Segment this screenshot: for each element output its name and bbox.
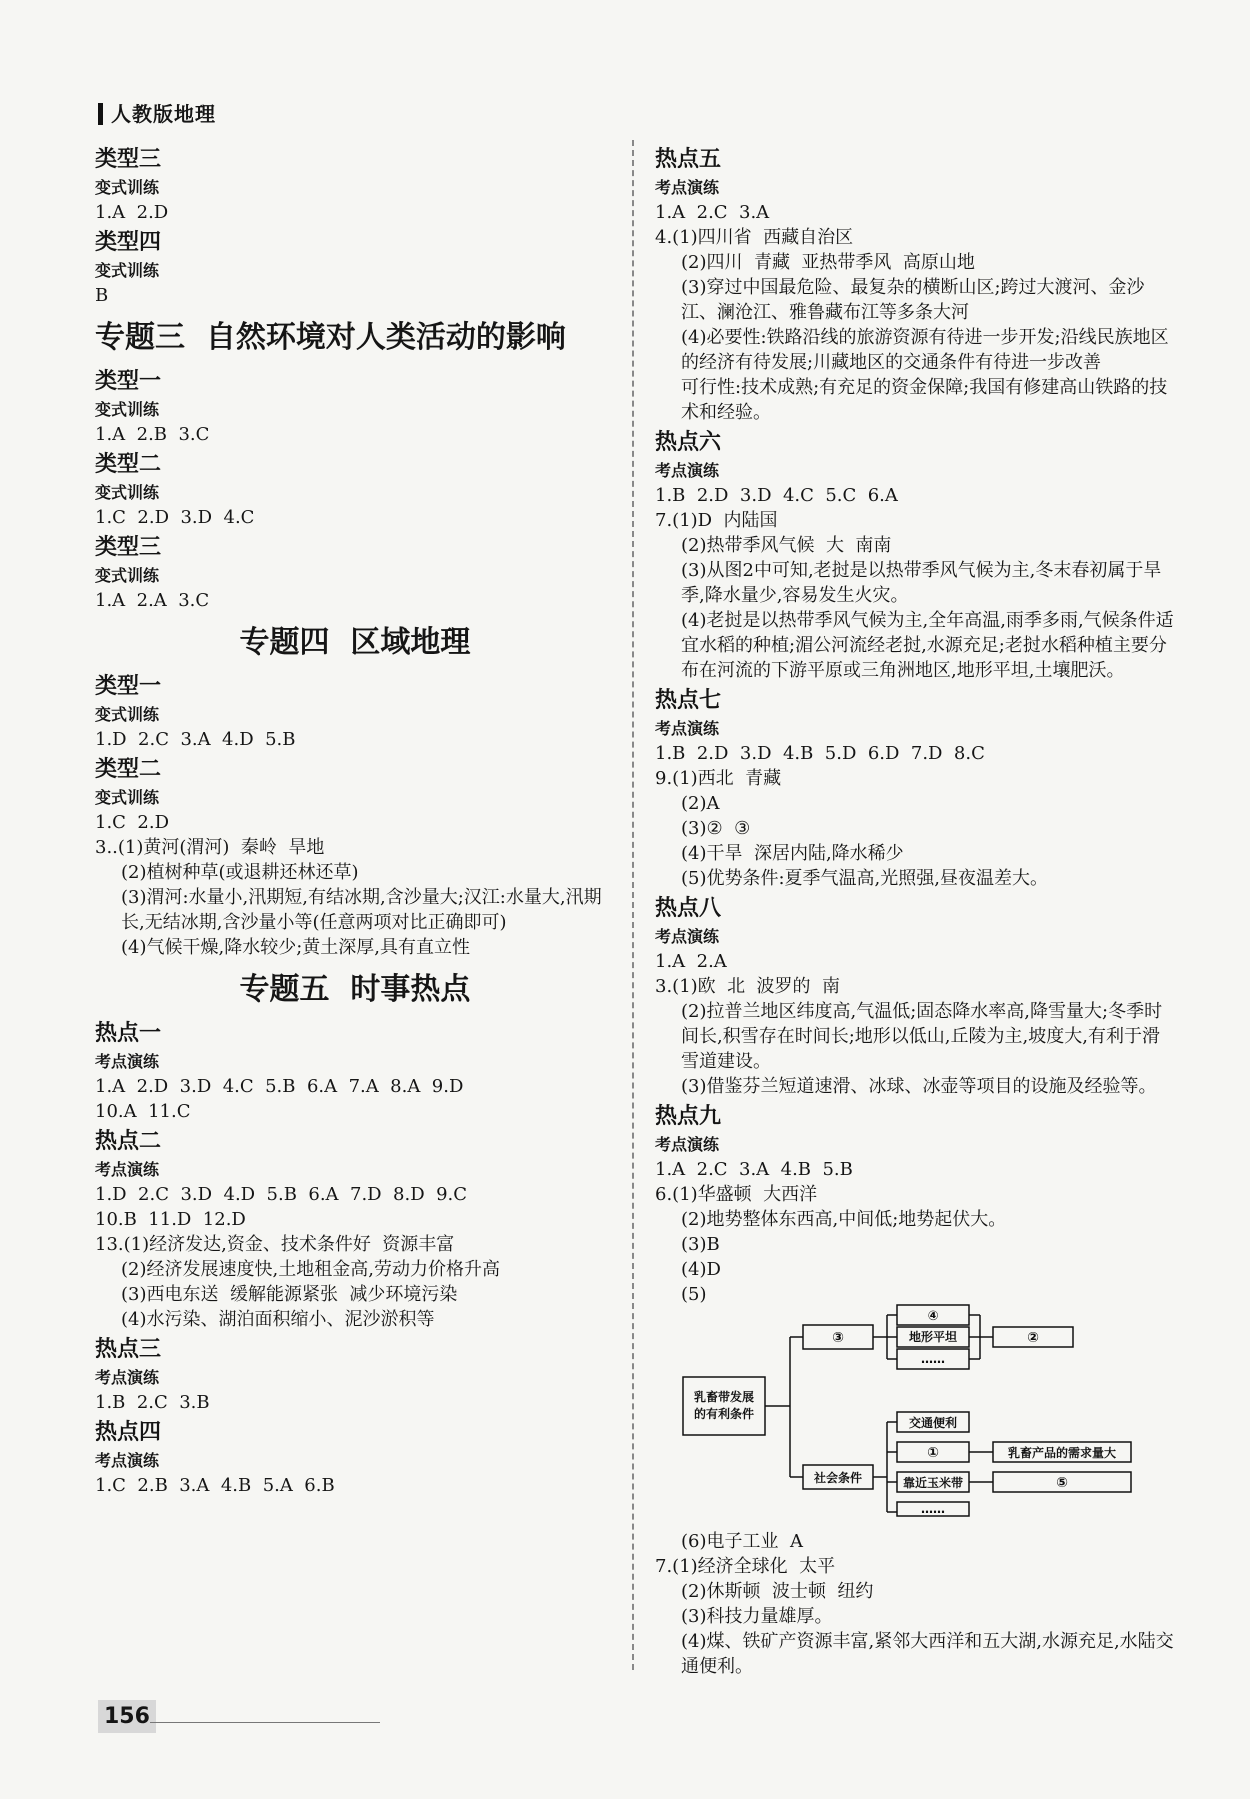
answer-line: 1.A 2.D (95, 202, 169, 223)
subsection-label: 变式训练 (95, 261, 160, 280)
answer-line: B (95, 285, 109, 306)
subsection-label: 考点演练 (655, 461, 720, 480)
subsection-label: 考点演练 (655, 178, 720, 197)
answer-line-indented: (2)休斯顿 波士顿 纽约 (681, 1581, 874, 1602)
answer-line: 1.D 2.C 3.A 4.D 5.B (95, 729, 296, 750)
answer-line-indented: (2)经济发展速度快,土地租金高,劳动力价格升高 (121, 1259, 500, 1280)
answer-line: 1.B 2.D 3.D 4.B 5.D 6.D 7.D 8.C (655, 743, 985, 764)
answer-line: 13.(1)经济发达,资金、技术条件好 资源丰富 (95, 1234, 455, 1255)
answer-line: 1.C 2.D 3.D 4.C (95, 507, 255, 528)
answer-line-indented: (3)西电东送 缓解能源紧张 减少环境污染 (121, 1284, 458, 1305)
subsection-label: 变式训练 (95, 566, 160, 585)
answer-line: 1.C 2.D (95, 812, 169, 833)
answer-line: 1.A 2.B 3.C (95, 424, 210, 445)
topic-heading: 专题三 自然环境对人类活动的影响 (95, 320, 566, 355)
subsection-label: 考点演练 (95, 1368, 160, 1387)
section-type-heading: 类型一 (95, 369, 162, 394)
hotspot-heading: 热点六 (655, 430, 722, 455)
answer-line-indented: (4)老挝是以热带季风气候为主,全年高温,雨季多雨,气候条件适宜水稻的种植;湄公河流经老挝,水源充足;老挝水稻种植主要分布在河流的下游平原或三角洲地区,地形平坦,土壤肥沃。 (681, 610, 1174, 681)
answer-line-indented: (2)热带季风气候 大 南南 (681, 535, 892, 556)
answer-line-indented: (6)电子工业 A (681, 1531, 803, 1552)
header-bar (98, 103, 103, 125)
hotspot-heading: 热点七 (655, 688, 722, 713)
answer-line: 10.A 11.C (95, 1101, 191, 1122)
answer-line: 1.D 2.C 3.D 4.D 5.B 6.A 7.D 8.D 9.C (95, 1184, 468, 1205)
hotspot-heading: 热点五 (655, 147, 722, 172)
subsection-label: 考点演练 (655, 1135, 720, 1154)
left-column (95, 142, 615, 1498)
answer-line-indented: (2)植树种草(或退耕还林还草) (121, 862, 359, 883)
answer-line-indented: (4)干旱 深居内陆,降水稀少 (681, 843, 904, 864)
answer-line: 1.A 2.D 3.D 4.C 5.B 6.A 7.A 8.A 9.D (95, 1076, 464, 1097)
hotspot-heading: 热点八 (655, 896, 722, 921)
answer-line-indented: (2)拉普兰地区纬度高,气温低;固态降水率高,降雪量大;冬季时间长,积雪存在时间长;地形以低山,丘陵为主,坡度大,有利于滑雪道建设。 (681, 1001, 1163, 1072)
diagram-soc-result-0-label: 乳畜产品的需求量大 (1007, 1446, 1117, 1460)
dairy-conditions-diagram (675, 1309, 1135, 1517)
section-type-heading: 类型三 (95, 535, 162, 560)
diagram-root-label-2: 的有利条件 (693, 1407, 755, 1421)
answer-line: 4.(1)四川省 西藏自治区 (655, 227, 854, 248)
diagram-soc-result-1-label: ⑤ (1056, 1475, 1068, 1491)
answer-line: 3..(1)黄河(渭河) 秦岭 旱地 (95, 837, 325, 858)
hotspot-heading: 热点一 (95, 1021, 162, 1046)
diagram-nat-item-2-label: …… (921, 1352, 945, 1366)
subsection-label: 考点演练 (655, 719, 720, 738)
topic-heading: 专题五 时事热点 (239, 972, 471, 1007)
subsection-label: 考点演练 (95, 1052, 160, 1071)
right-column-top (655, 144, 1175, 1307)
right-column-bottom (655, 1529, 1175, 1679)
answer-line: 7.(1)经济全球化 太平 (655, 1556, 836, 1577)
answer-line: 6.(1)华盛顿 大西洋 (655, 1184, 818, 1205)
answer-line-indented: (4)D (681, 1259, 721, 1280)
answer-line-indented: (3)科技力量雄厚。 (681, 1606, 833, 1627)
subsection-label: 变式训练 (95, 400, 160, 419)
answer-line: 1.A 2.C 3.A 4.B 5.B (655, 1159, 853, 1180)
diagram-root-label-1: 乳畜带发展 (693, 1390, 755, 1404)
answer-line: 7.(1)D 内陆国 (655, 510, 778, 531)
subsection-label: 变式训练 (95, 705, 160, 724)
answer-line-indented: (4)气候干燥,降水较少;黄土深厚,具有直立性 (121, 937, 471, 958)
answer-line-indented: 可行性:技术成熟;有充足的资金保障;我国有修建高山铁路的技术和经验。 (681, 377, 1168, 423)
diagram-soc-item-3-label: …… (921, 1502, 945, 1516)
section-type-heading: 类型二 (95, 757, 162, 782)
subsection-label: 变式训练 (95, 178, 160, 197)
answer-line: 1.A 2.A 3.C (95, 590, 210, 611)
hotspot-heading: 热点二 (95, 1129, 162, 1154)
section-type-heading: 类型二 (95, 452, 162, 477)
page-number: 156 (98, 1700, 156, 1733)
answer-line-indented: (2)地势整体东西高,中间低;地势起伏大。 (681, 1209, 1007, 1230)
answer-line-indented: (3)B (681, 1234, 720, 1255)
subsection-label: 变式训练 (95, 788, 160, 807)
answer-line-indented: (4)水污染、湖泊面积缩小、泥沙淤积等 (121, 1309, 435, 1330)
answer-line-indented: (2)A (681, 793, 720, 814)
section-type-heading: 类型四 (95, 230, 162, 255)
answer-line-indented: (3)从图2中可知,老挝是以热带季风气候为主,冬末春初属于旱季,降水量少,容易发生火灾。 (681, 560, 1162, 606)
topic-heading: 专题四 区域地理 (239, 625, 471, 660)
answer-line: 1.A 2.C 3.A (655, 202, 770, 223)
answer-line-indented: (3)穿过中国最危险、最复杂的横断山区;跨过大渡河、金沙江、澜沧江、雅鲁藏布江等多条大河 (681, 277, 1145, 323)
column-divider (632, 140, 634, 1670)
hotspot-heading: 热点四 (95, 1420, 162, 1445)
diagram-root-box (683, 1377, 765, 1435)
answer-line-indented: (3)借鉴芬兰短道速滑、冰球、冰壶等项目的设施及经验等。 (681, 1076, 1157, 1097)
answer-line-indented: (4)煤、铁矿产资源丰富,紧邻大西洋和五大湖,水源充足,水陆交通便利。 (681, 1631, 1174, 1677)
diagram-natural-label: ③ (832, 1330, 844, 1346)
hotspot-heading: 热点三 (95, 1337, 162, 1362)
subsection-label: 考点演练 (95, 1160, 160, 1179)
answer-line: 1.B 2.D 3.D 4.C 5.C 6.A (655, 485, 898, 506)
answer-line-indented: (4)必要性:铁路沿线的旅游资源有待进一步开发;沿线民族地区的经济有待发展;川藏地区的交通条件有待进一步改善 (681, 327, 1169, 373)
diagram-nat-result-label: ② (1027, 1330, 1039, 1346)
answer-line-indented: (3)渭河:水量小,汛期短,有结冰期,含沙量大;汉江:水量大,汛期长,无结冰期,含沙量小等(任意两项对比正确即可) (121, 887, 602, 933)
header-title: 人教版地理 (111, 102, 216, 126)
subsection-label: 考点演练 (655, 927, 720, 946)
subsection-label: 变式训练 (95, 483, 160, 502)
diagram-soc-item-0-label: 交通便利 (908, 1416, 958, 1430)
answer-line: 1.C 2.B 3.A 4.B 5.A 6.B (95, 1475, 335, 1496)
answer-line-indented: (5)优势条件:夏季气温高,光照强,昼夜温差大。 (681, 868, 1049, 889)
section-type-heading: 类型一 (95, 674, 162, 699)
right-column (655, 142, 1175, 1679)
answer-line-indented: (2)四川 青藏 亚热带季风 高原山地 (681, 252, 975, 273)
subsection-label: 考点演练 (95, 1451, 160, 1470)
answer-line: 9.(1)西北 青藏 (655, 768, 782, 789)
diagram-nat-item-1-label: 地形平坦 (908, 1330, 958, 1344)
answer-line: 1.A 2.A (655, 951, 727, 972)
diagram-social-label: 社会条件 (813, 1471, 863, 1485)
diagram-soc-item-1-label: ① (927, 1445, 939, 1461)
answer-line: 3.(1)欧 北 波罗的 南 (655, 976, 841, 997)
diagram-nat-item-0-label: ④ (927, 1309, 939, 1324)
answer-line-indented: (3)② ③ (681, 818, 751, 839)
answer-line: 1.B 2.C 3.B (95, 1392, 210, 1413)
footer-rule (150, 1722, 380, 1723)
answer-line: 10.B 11.D 12.D (95, 1209, 246, 1230)
hotspot-heading: 热点九 (655, 1104, 722, 1129)
answer-line-indented: (5) (681, 1284, 707, 1305)
page-header (98, 98, 216, 127)
diagram-soc-item-2-label: 靠近玉米带 (902, 1476, 964, 1490)
section-type-heading: 类型三 (95, 147, 162, 172)
